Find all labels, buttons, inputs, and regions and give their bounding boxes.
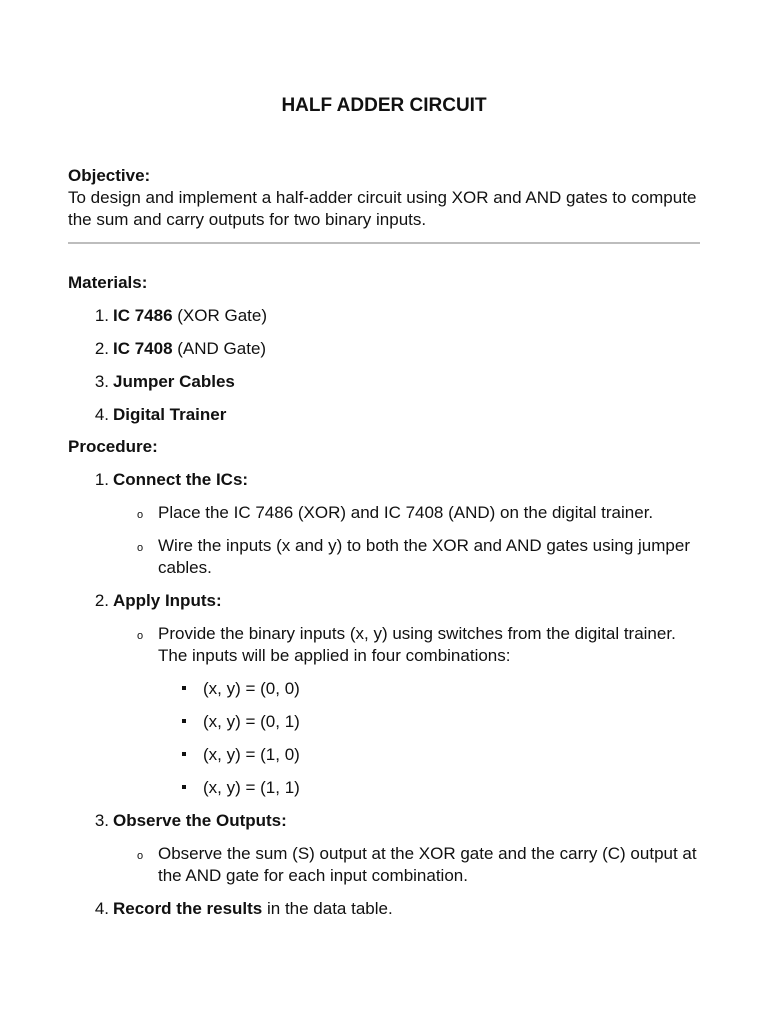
procedure-step	[68, 469, 700, 491]
circle-bullet-icon: o	[137, 850, 144, 862]
materials-item	[68, 305, 700, 327]
step-sublist	[68, 502, 700, 579]
combination-text: (x, y) = (0, 1)	[203, 712, 300, 731]
sub-list-item	[68, 502, 700, 524]
step-title: Connect the ICs:	[113, 470, 249, 489]
sub-item-text: Place the IC 7486 (XOR) and IC 7408 (AND) on the digital trainer.	[158, 503, 654, 522]
square-bullet-icon	[182, 785, 186, 789]
page-title: HALF ADDER CIRCUIT	[281, 95, 487, 116]
materials-item	[68, 404, 700, 426]
material-detail: (AND Gate)	[172, 339, 267, 358]
combination-item	[68, 711, 700, 733]
combination-item	[68, 678, 700, 700]
step-sublist	[68, 623, 700, 667]
sub-item-text: Provide the binary inputs (x, y) using switches from the digital trainer. The inputs will be applied in four combinations:	[158, 624, 676, 665]
procedure-step	[68, 898, 700, 920]
materials-item	[68, 371, 700, 393]
material-name: Digital Trainer	[113, 405, 227, 424]
list-number: 3.	[94, 372, 109, 391]
square-bullet-icon	[182, 752, 186, 756]
list-number: 4.	[94, 405, 109, 424]
square-bullet-icon	[182, 686, 186, 690]
step-sublist	[68, 843, 700, 887]
list-number: 3.	[94, 811, 109, 830]
procedure-heading: Procedure:	[68, 437, 158, 456]
circle-bullet-icon: o	[137, 542, 144, 554]
step-detail: in the data table.	[262, 899, 393, 918]
combination-item	[68, 777, 700, 799]
procedure-step	[68, 810, 700, 832]
sub-item-text: Observe the sum (S) output at the XOR gate and the carry (C) output at the AND gate for each input combination.	[158, 844, 697, 885]
combination-item	[68, 744, 700, 766]
document-body	[68, 165, 700, 920]
sub-list-item	[68, 623, 700, 667]
step-title: Record the results	[113, 899, 263, 918]
step-title: Apply Inputs:	[113, 591, 222, 610]
materials-list	[68, 305, 700, 426]
step-title: Observe the Outputs:	[113, 811, 287, 830]
material-name: IC 7486	[113, 306, 173, 325]
objective-heading: Objective:	[68, 166, 151, 185]
circle-bullet-icon: o	[137, 630, 144, 642]
sub-list-item	[68, 843, 700, 887]
material-detail: (XOR Gate)	[172, 306, 268, 325]
square-bullet-icon	[182, 719, 186, 723]
list-number: 4.	[94, 899, 109, 918]
combination-text: (x, y) = (0, 0)	[203, 679, 300, 698]
list-number: 1.	[94, 470, 109, 489]
circle-bullet-icon: o	[137, 509, 144, 521]
objective-text: To design and implement a half-adder circuit using XOR and AND gates to compute the sum and carry outputs for two binary inputs.	[68, 188, 697, 229]
sub-list-item	[68, 535, 700, 579]
material-name: IC 7408	[113, 339, 173, 358]
list-number: 2.	[94, 591, 109, 610]
procedure-step	[68, 590, 700, 612]
material-name: Jumper Cables	[113, 372, 235, 391]
combination-list	[68, 678, 700, 799]
combination-text: (x, y) = (1, 0)	[203, 745, 300, 764]
procedure-list	[68, 469, 700, 920]
materials-item	[68, 338, 700, 360]
sub-item-text: Wire the inputs (x and y) to both the XOR and AND gates using jumper cables.	[158, 536, 690, 577]
list-number: 2.	[94, 339, 109, 358]
list-number: 1.	[94, 306, 109, 325]
materials-heading: Materials:	[68, 273, 148, 292]
section-divider	[68, 242, 700, 244]
combination-text: (x, y) = (1, 1)	[203, 778, 300, 797]
